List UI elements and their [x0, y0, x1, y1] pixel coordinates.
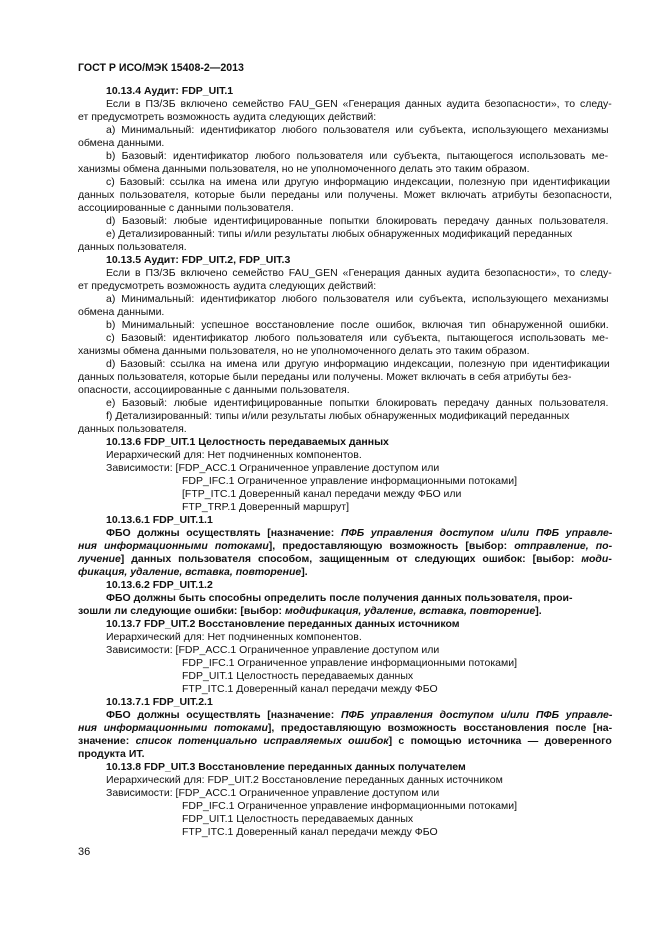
- text-line: зошли ли следующие ошибки: [выбор: модификация, удаление, вставка, повторение].: [78, 605, 542, 617]
- text-line: Иерархический для: Нет подчиненных компонентов.: [106, 449, 362, 461]
- text-line: ния информационными потоками], предоставляющую возможность [выбор: отправление, по-: [78, 540, 613, 552]
- text-line: Зависимости: [FDP_ACC.1 Ограниченное управление доступом или: [106, 462, 440, 474]
- page-number: 36: [78, 846, 91, 858]
- section-heading: 10.13.6.1 FDP_UIT.1.1: [106, 514, 213, 526]
- text-line: Зависимости: [FDP_ACC.1 Ограниченное управление доступом или: [106, 644, 440, 656]
- text-line: d) Базовый: любые идентифицированные попытки блокировать передачу данных пользователя.: [106, 215, 609, 227]
- section-heading: 10.13.6.2 FDP_UIT.1.2: [106, 579, 213, 591]
- text-line: фикация, удаление, вставка, повторение].: [78, 566, 308, 578]
- text-line: Зависимости: [FDP_ACC.1 Ограниченное управление доступом или: [106, 787, 440, 799]
- text-line: FTP_ITC.1 Доверенный канал передачи между ФБО: [182, 826, 438, 838]
- text-line: b) Минимальный: успешное восстановление после ошибок, включая тип обнаруженной ошибки.: [106, 319, 609, 331]
- text-line: данных пользователя, которые были переданы или получены. Может включать в себя атрибуты без-: [78, 371, 572, 383]
- text-line: значение: список потенциально исправляемых ошибок] с помощью источника — доверенного: [78, 735, 612, 747]
- text-line: e) Детализированный: типы и/или результаты любых обнаруженных модификаций переданных: [106, 228, 573, 240]
- text-line: b) Базовый: идентификатор любого пользователя или субъекта, пытающегося использовать ме-: [106, 150, 609, 162]
- text-line: c) Базовый: идентификатор любого пользователя или субъекта, пытающегося использовать ме-: [106, 332, 609, 344]
- text-line: Если в ПЗ/ЗБ включено семейство FAU_GEN «Генерация данных аудита безопасности», то следу-: [106, 98, 612, 110]
- text-line: ния информационными потоками], предоставляющую возможность восстановления после [на-: [78, 722, 613, 734]
- text-line: FDP_IFC.1 Ограниченное управление информационными потоками]: [182, 475, 518, 487]
- text-line: ет предусмотреть возможность аудита следующих действий:: [78, 280, 377, 292]
- text-line: e) Базовый: любые идентифицированные попытки блокировать передачу данных пользователя.: [106, 397, 609, 409]
- section-heading: 10.13.6 FDP_UIT.1 Целостность передаваемых данных: [106, 436, 389, 448]
- text-line: FDP_UIT.1 Целостность передаваемых данных: [182, 670, 414, 682]
- text-line: ФБО должны быть способны определить после получения данных пользователя, прои-: [106, 592, 573, 604]
- text-line: лучение] данных пользователя способом, защищенным от следующих ошибок: [выбор: моди-: [78, 553, 612, 565]
- text-line: данных пользователя.: [78, 423, 187, 435]
- text-line: a) Минимальный: идентификатор любого пользователя или субъекта, использующего механизмы: [106, 293, 609, 305]
- text-line: f) Детализированный: типы и/или результаты любых обнаруженных модификаций переданных: [106, 410, 570, 422]
- text-line: данных пользователя.: [78, 241, 187, 253]
- text-line: c) Базовый: ссылка на имена или другую информацию индексации, полезную при идентификации: [106, 176, 610, 188]
- section-heading: 10.13.5 Аудит: FDP_UIT.2, FDP_UIT.3: [106, 254, 291, 266]
- text-line: FTP_ITC.1 Доверенный канал передачи между ФБО: [182, 683, 438, 695]
- text-line: FDP_IFC.1 Ограниченное управление информационными потоками]: [182, 800, 518, 812]
- section-heading: 10.13.4 Аудит: FDP_UIT.1: [106, 85, 234, 97]
- text-line: d) Базовый: ссылка на имена или другую информацию индексации, полезную при идентификации: [106, 358, 610, 370]
- text-line: FDP_UIT.1 Целостность передаваемых данных: [182, 813, 414, 825]
- text-line: опасности, ассоциированные с данными пользователя.: [78, 384, 350, 396]
- text-line: обмена данными.: [78, 137, 165, 149]
- text-line: обмена данными.: [78, 306, 165, 318]
- text-line: ассоциированные с данными пользователя.: [78, 202, 294, 214]
- text-line: ФБО должны осуществлять [назначение: ПФБ управления доступом и/или ПФБ управле-: [106, 527, 613, 539]
- text-line: Если в ПЗ/ЗБ включено семейство FAU_GEN «Генерация данных аудита безопасности», то следу-: [106, 267, 612, 279]
- text-line: [FTP_ITC.1 Доверенный канал передачи между ФБО или: [182, 488, 462, 500]
- document-header: ГОСТ Р ИСО/МЭК 15408-2—2013: [78, 62, 244, 74]
- text-line: Иерархический для: FDP_UIT.2 Восстановление переданных данных источником: [106, 774, 503, 786]
- text-line: ет предусмотреть возможность аудита следующих действий:: [78, 111, 377, 123]
- section-heading: 10.13.7.1 FDP_UIT.2.1: [106, 696, 213, 708]
- section-heading: 10.13.8 FDP_UIT.3 Восстановление переданных данных получателем: [106, 761, 466, 773]
- section-heading: 10.13.7 FDP_UIT.2 Восстановление переданных данных источником: [106, 618, 460, 630]
- text-line: продукта ИТ.: [78, 748, 145, 760]
- text-line: данных пользователя, которые были переданы или получены. Может включать атрибуты безопасности,: [78, 189, 613, 201]
- text-line: Иерархический для: Нет подчиненных компонентов.: [106, 631, 362, 643]
- text-line: FTP_TRP.1 Доверенный маршрут]: [182, 501, 349, 513]
- text-line: a) Минимальный: идентификатор любого пользователя или субъекта, использующего механизмы: [106, 124, 609, 136]
- text-line: ханизмы обмена данными пользователя, но не уполномоченного делать это таким образом.: [78, 345, 530, 357]
- text-line: FDP_IFC.1 Ограниченное управление информационными потоками]: [182, 657, 518, 669]
- text-line: ФБО должны осуществлять [назначение: ПФБ управления доступом и/или ПФБ управле-: [106, 709, 613, 721]
- text-line: ханизмы обмена данными пользователя, но не уполномоченного делать это таким образом.: [78, 163, 530, 175]
